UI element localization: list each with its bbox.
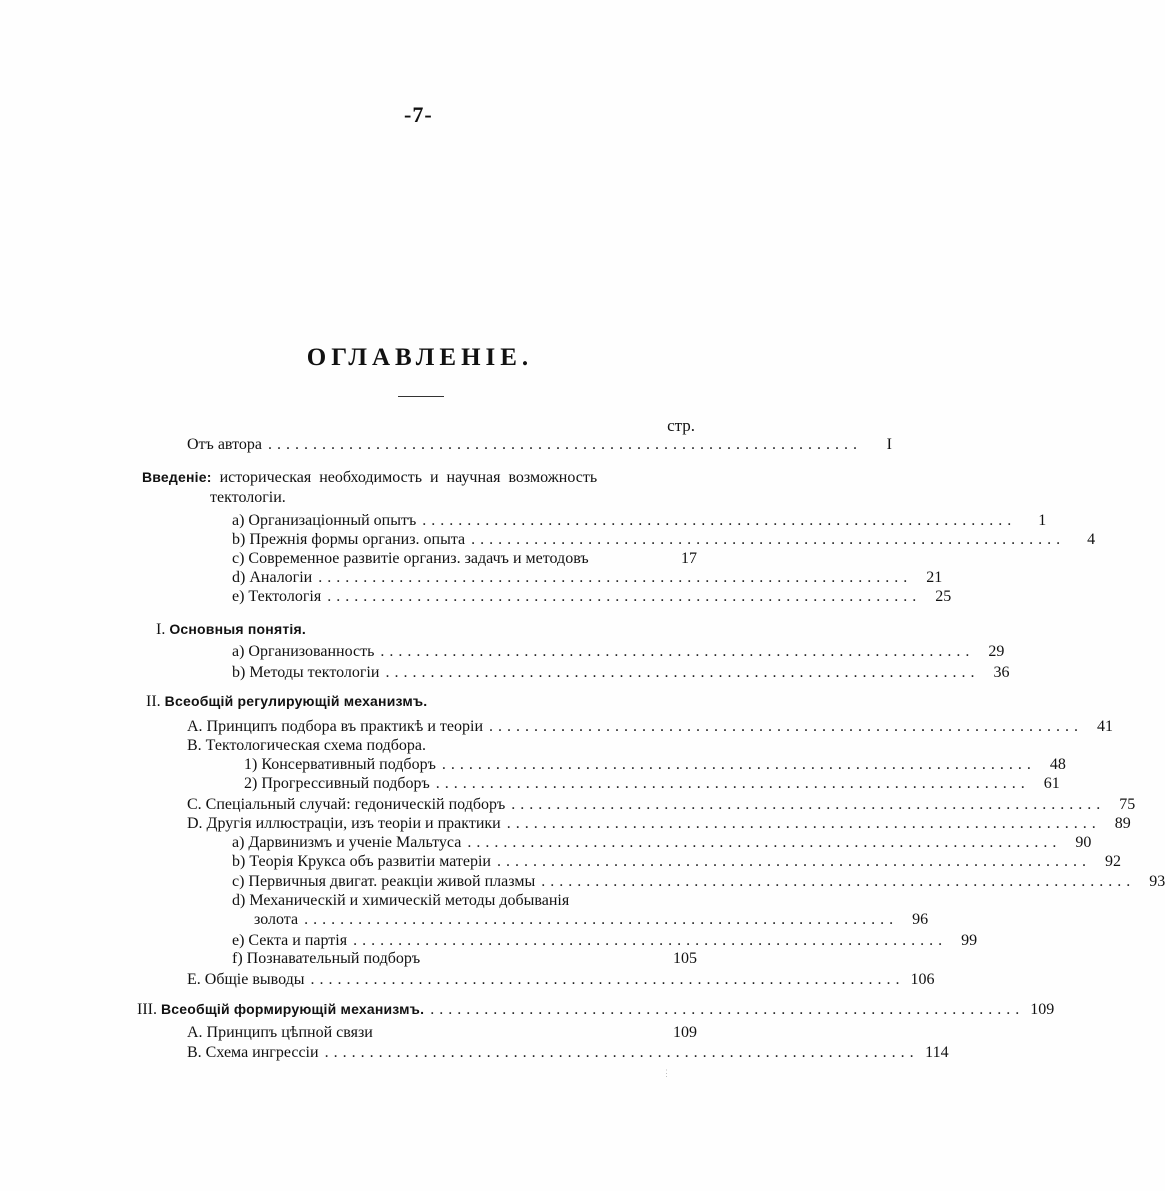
intro-text: историческая необходимость и научная возможность <box>211 469 598 486</box>
toc-section-2[interactable] <box>146 690 427 712</box>
dot-leader: .................................................................. <box>267 436 862 453</box>
toc-entry-2-d-d[interactable]: d) Механическій и химическій методы добыванія <box>232 892 570 909</box>
entry-text: a) Организованность <box>232 643 375 660</box>
entry-text: e) Секта и партія <box>232 932 348 949</box>
entry-page: 109 <box>1030 1001 1055 1018</box>
entry-page: 48 <box>1049 756 1066 773</box>
toc-entry-2-d-d-cont[interactable] <box>254 909 929 931</box>
entry-text: E. Общіе выводы <box>187 971 305 988</box>
entry-text: золота <box>254 911 299 928</box>
entry-text <box>137 998 424 1021</box>
toc-entry-3-b[interactable] <box>187 1042 949 1064</box>
entry-page: 29 <box>988 643 1005 660</box>
entry-text: b) Прежнія формы организ. опыта <box>232 531 466 548</box>
toc-entry-2-b[interactable]: B. Тектологическая схема подбора. <box>187 737 427 754</box>
entry-page: 96 <box>912 911 929 928</box>
dot-leader: .................................................................. <box>467 834 1062 851</box>
entry-page: 61 <box>1043 775 1060 792</box>
section-label: Всеобщій формирующій механизмъ. <box>160 1001 425 1017</box>
toc-entry-2-d-b[interactable] <box>232 851 1121 873</box>
entry-text: b) Методы тектологіи <box>232 664 380 681</box>
dot-leader: .................................................................. <box>497 853 1091 870</box>
entry-text: 1) Консервативный подборъ <box>244 756 436 773</box>
entry-text: a) Организаціонный опытъ <box>232 512 417 529</box>
section-number: III. <box>137 1001 157 1018</box>
dot-leader: .................................................................. <box>380 643 975 660</box>
dot-leader: .................................................................. <box>310 971 905 988</box>
entry-page: 25 <box>935 588 952 605</box>
entry-text: a) Дарвинизмъ и ученіе Мальтуса <box>232 834 462 851</box>
entry-page: 114 <box>925 1044 949 1061</box>
entry-page: 21 <box>926 569 943 586</box>
entry-text: Отъ автора <box>187 436 262 453</box>
dot-leader: .................................................................. <box>353 932 948 949</box>
dot-leader: .................................................................. <box>318 569 913 586</box>
entry-page: 75 <box>1119 796 1136 813</box>
entry-text: A. Принципъ цѣпной связи <box>187 1024 373 1041</box>
toc-entry-intro[interactable] <box>142 466 597 488</box>
intro-continuation: тектологіи. <box>210 489 286 506</box>
entry-text: D. Другія иллюстраціи, изъ теоріи и практики <box>187 815 501 832</box>
dot-leader: .................................................................. <box>304 911 899 928</box>
entry-text: 2) Прогрессивный подборъ <box>244 775 430 792</box>
dot-leader: .................................................................. <box>430 1001 1025 1018</box>
entry-page: 17 <box>681 550 697 567</box>
toc-entry-3-a[interactable] <box>187 1022 697 1044</box>
toc-entry-2-e[interactable] <box>187 969 935 991</box>
toc-entry-intro-e[interactable] <box>232 586 952 608</box>
entry-text: B. Схема ингрессіи <box>187 1044 319 1061</box>
entry-page: 36 <box>993 664 1010 681</box>
dot-leader: .................................................................. <box>422 512 1017 529</box>
toc-section-3[interactable] <box>137 998 1055 1020</box>
dot-leader: .................................................................. <box>385 664 980 681</box>
entry-page: 90 <box>1075 834 1092 851</box>
entry-page: 105 <box>673 950 697 967</box>
page-column-label: стр. <box>667 416 695 435</box>
entry-text: b) Теорія Крукса объ развитіи матеріи <box>232 853 491 870</box>
entry-text: e) Тектологія <box>232 588 322 605</box>
dot-leader: .................................................................. <box>506 815 1101 832</box>
section-label: Всеобщій регулирующій механизмъ. <box>164 693 428 709</box>
toc-title: ОГЛАВЛЕНІЕ. <box>306 344 534 371</box>
entry-page: 4 <box>1087 531 1096 548</box>
entry-text: d) Аналогіи <box>232 569 313 586</box>
entry-text: c) Первичныя двигат. реакціи живой плазмы <box>232 873 536 890</box>
entry-page: 89 <box>1114 815 1131 832</box>
entry-page: 99 <box>961 932 978 949</box>
section-number: II. <box>146 693 161 710</box>
dot-leader: .................................................................. <box>441 756 1036 773</box>
entry-page: I <box>886 436 892 453</box>
dot-leader: .................................................................. <box>327 588 922 605</box>
toc-entry-1-a[interactable] <box>232 641 1005 663</box>
section-number: I. <box>156 621 166 638</box>
toc-entry-2-b2[interactable] <box>244 773 1060 795</box>
title-rule <box>398 396 444 397</box>
entry-page: 41 <box>1097 718 1114 735</box>
entry-page: 92 <box>1105 853 1121 870</box>
entry-page: 106 <box>910 971 935 988</box>
dot-leader: .................................................................. <box>541 873 1136 890</box>
toc-entry-2-d-f[interactable] <box>232 948 697 970</box>
entry-text: A. Принципъ подбора въ практикѣ и теоріи <box>187 718 484 735</box>
toc-entry-1-b[interactable] <box>232 662 1010 684</box>
intro-label: Введеніе: <box>142 469 212 485</box>
toc-section-1[interactable] <box>156 618 306 640</box>
dot-leader: .................................................................. <box>489 718 1084 735</box>
entry-page: 109 <box>673 1024 697 1041</box>
page-number: -7- <box>404 102 433 127</box>
entry-text: c) Современное развитіе организ. задачъ и методовъ <box>232 550 589 567</box>
dot-leader: .................................................................. <box>511 796 1106 813</box>
dot-leader: .................................................................. <box>471 531 1066 548</box>
entry-text: C. Спеціальный случай: гедоническій подборъ <box>187 796 506 813</box>
entry-text: f) Познавательный подборъ <box>232 950 421 967</box>
dot-leader: .................................................................. <box>435 775 1030 792</box>
entry-page: 93 <box>1149 873 1165 890</box>
dot-leader: .................................................................. <box>324 1044 919 1061</box>
section-label: Основныя понятія. <box>169 621 306 637</box>
entry-page: 1 <box>1038 512 1047 529</box>
toc-entry-preface[interactable] <box>187 434 892 456</box>
scan-speck: ⋮ <box>662 1068 671 1078</box>
